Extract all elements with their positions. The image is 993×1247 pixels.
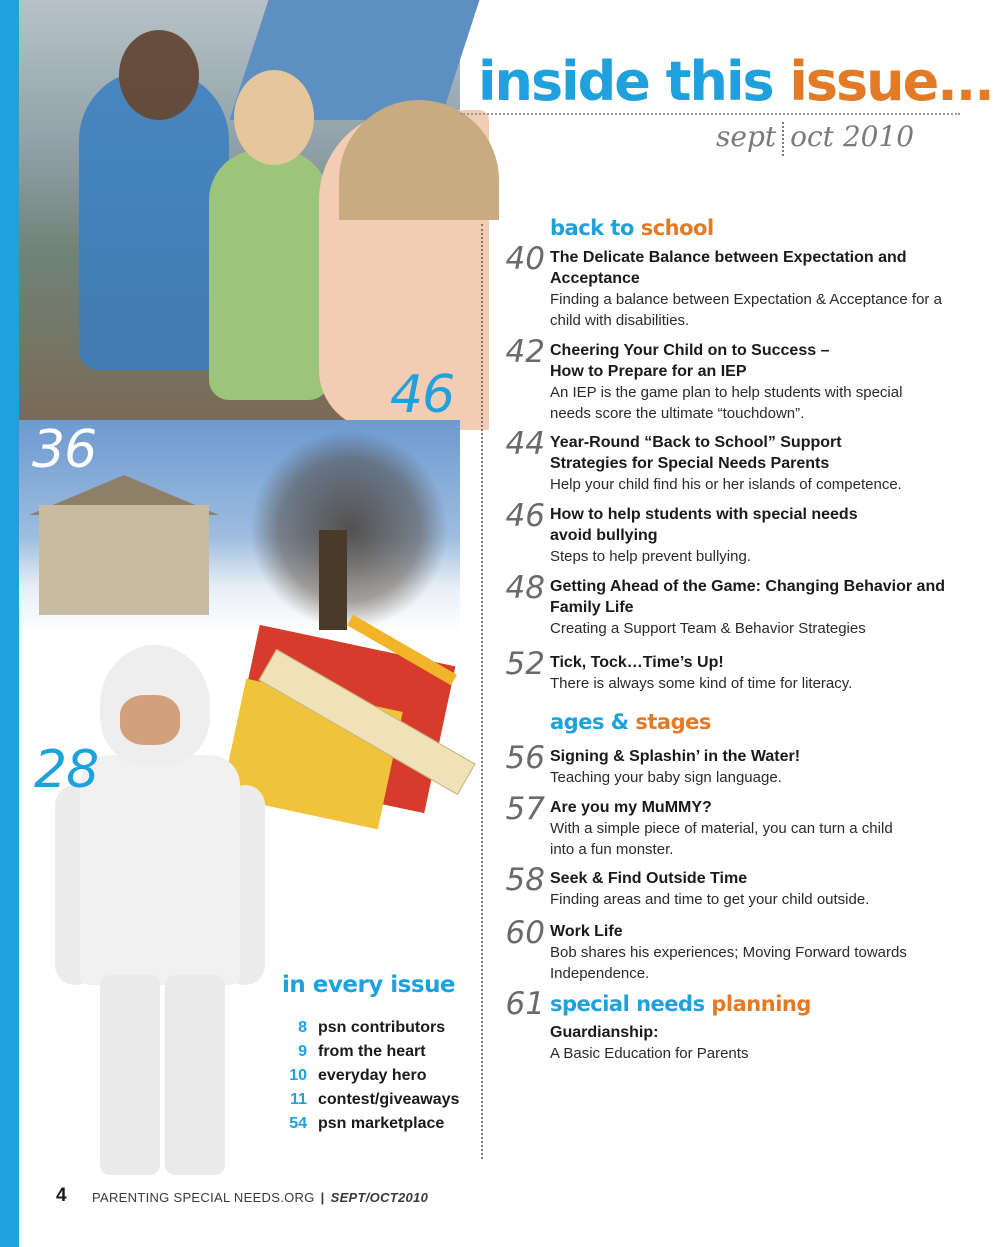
footer-date: SEPT/OCT2010 bbox=[330, 1190, 429, 1205]
toc-entry-description: Steps to help prevent bullying. bbox=[550, 548, 751, 565]
toc-entry-description: Finding areas and time to get your child outside. bbox=[550, 891, 870, 908]
toc-entry[interactable] bbox=[495, 791, 945, 860]
list-item-label: psn contributors bbox=[318, 1019, 446, 1036]
toc-entry[interactable] bbox=[495, 740, 945, 788]
list-item[interactable] bbox=[282, 1040, 472, 1064]
list-item[interactable] bbox=[282, 1112, 472, 1136]
toc-entry-description: Bob shares his experiences; Moving Forward towards Independence. bbox=[550, 944, 907, 982]
every-issue-list bbox=[282, 1016, 472, 1136]
toc-entry[interactable] bbox=[495, 646, 945, 694]
toc-entry[interactable] bbox=[495, 498, 945, 567]
list-item-page: 8 bbox=[298, 1019, 307, 1036]
list-item-page: 9 bbox=[298, 1043, 307, 1060]
toc-page-number: 57 bbox=[505, 791, 545, 827]
toc-entry-title: Seek & Find Outside Time bbox=[550, 870, 748, 887]
list-item-label: contest/giveaways bbox=[318, 1091, 460, 1108]
toc-entry[interactable] bbox=[495, 241, 945, 331]
toc-entry-description: Finding a balance between Expectation & Acceptance for a child with disabilities. bbox=[550, 291, 942, 329]
toc-page-number: 48 bbox=[505, 570, 545, 606]
toc-entry[interactable] bbox=[495, 570, 945, 639]
toc-entry-description: Creating a Support Team & Behavior Strategies bbox=[550, 620, 866, 637]
toc-page-number: 40 bbox=[505, 241, 545, 277]
footer-separator: | bbox=[320, 1190, 325, 1205]
issue-date bbox=[716, 120, 914, 156]
list-item-label: everyday hero bbox=[318, 1067, 427, 1084]
toc-page-number: 61 bbox=[505, 986, 545, 1022]
section-heading-part1: back to bbox=[550, 216, 641, 240]
toc-page-number: 42 bbox=[505, 334, 545, 370]
page-title bbox=[478, 50, 993, 113]
footer-credit bbox=[92, 1190, 428, 1205]
section-heading-part2: stages bbox=[635, 710, 711, 734]
list-item[interactable] bbox=[282, 1064, 472, 1088]
issue-date-separator bbox=[782, 122, 784, 156]
section-heading-back-to-school bbox=[550, 216, 714, 240]
toc-entry-title: Getting Ahead of the Game: Changing Behavior and Family Life bbox=[550, 578, 945, 616]
list-item[interactable] bbox=[282, 1016, 472, 1040]
toc-entry-description: There is always some kind of time for literacy. bbox=[550, 675, 853, 692]
toc-page-number: 56 bbox=[505, 740, 545, 776]
toc-entry[interactable] bbox=[495, 915, 945, 984]
toc-section-entry[interactable] bbox=[495, 986, 945, 1064]
toc-entry-title: Cheering Your Child on to Success – How to Prepare for an IEP bbox=[550, 342, 830, 380]
toc-entry-title: Year-Round “Back to School” Support Strategies for Special Needs Parents bbox=[550, 434, 842, 472]
toc-entry-description: An IEP is the game plan to help students with special needs score the ultimate “touchdown”. bbox=[550, 384, 903, 422]
toc-entry[interactable] bbox=[495, 334, 945, 424]
left-accent-strip bbox=[0, 0, 19, 1247]
section-heading-part1: ages & bbox=[550, 710, 636, 734]
section-heading-ages-stages bbox=[550, 710, 711, 734]
list-item-page: 11 bbox=[290, 1091, 307, 1108]
toc-entry-title: The Delicate Balance between Expectation and Acceptance bbox=[550, 249, 907, 287]
title-divider bbox=[460, 113, 960, 115]
toc-entry-title: How to help students with special needs avoid bullying bbox=[550, 506, 858, 544]
toc-page-number: 52 bbox=[505, 646, 545, 682]
list-item-page: 10 bbox=[289, 1067, 307, 1084]
footer-site: PARENTING SPECIAL NEEDS.ORG bbox=[92, 1190, 315, 1205]
toc-entry-title: Signing & Splashin’ in the Water! bbox=[550, 748, 801, 765]
toc-entry[interactable] bbox=[495, 426, 945, 495]
toc-entry-description: A Basic Education for Parents bbox=[550, 1045, 749, 1062]
list-item[interactable] bbox=[282, 1088, 472, 1112]
toc-entry[interactable] bbox=[495, 862, 945, 910]
list-item-page: 54 bbox=[289, 1115, 307, 1132]
toc-entry-description: Help your child find his or her islands of competence. bbox=[550, 476, 902, 493]
section-heading-part1: special needs bbox=[550, 992, 712, 1016]
every-issue-heading: in every issue bbox=[282, 972, 456, 998]
toc-entry-description: With a simple piece of material, you can turn a child into a fun monster. bbox=[550, 820, 893, 858]
issue-date-left: sept bbox=[716, 120, 777, 153]
page-title-part2: issue... bbox=[789, 50, 993, 113]
photo-school-supplies bbox=[232, 634, 460, 820]
section-heading-part2: planning bbox=[711, 992, 811, 1016]
toc-page-number: 46 bbox=[505, 498, 545, 534]
vertical-divider bbox=[481, 224, 483, 1159]
list-item-label: from the heart bbox=[318, 1043, 426, 1060]
photo-page-number: 28 bbox=[34, 740, 99, 800]
toc-entry-title: Guardianship: bbox=[550, 1024, 659, 1041]
section-heading-special-needs-planning bbox=[550, 992, 945, 1016]
toc-entry-description: Teaching your baby sign language. bbox=[550, 769, 782, 786]
section-heading-part2: school bbox=[640, 216, 714, 240]
toc-page-number: 60 bbox=[505, 915, 545, 951]
toc-page-number: 44 bbox=[505, 426, 545, 462]
toc-entry-title: Are you my MuMMY? bbox=[550, 799, 712, 816]
photo-page-number: 46 bbox=[390, 365, 455, 425]
photo-girls-whispering bbox=[19, 0, 460, 420]
toc-page-number: 58 bbox=[505, 862, 545, 898]
photo-page-number: 36 bbox=[32, 420, 97, 480]
photo-child-mummy-costume bbox=[55, 645, 265, 1190]
toc-entry-title: Tick, Tock…Time’s Up! bbox=[550, 654, 724, 671]
toc-entry-title: Work Life bbox=[550, 923, 623, 940]
footer-page-number: 4 bbox=[56, 1185, 67, 1206]
list-item-label: psn marketplace bbox=[318, 1115, 445, 1132]
issue-date-right: oct 2010 bbox=[790, 120, 915, 153]
page-title-part1: inside this bbox=[478, 50, 790, 113]
